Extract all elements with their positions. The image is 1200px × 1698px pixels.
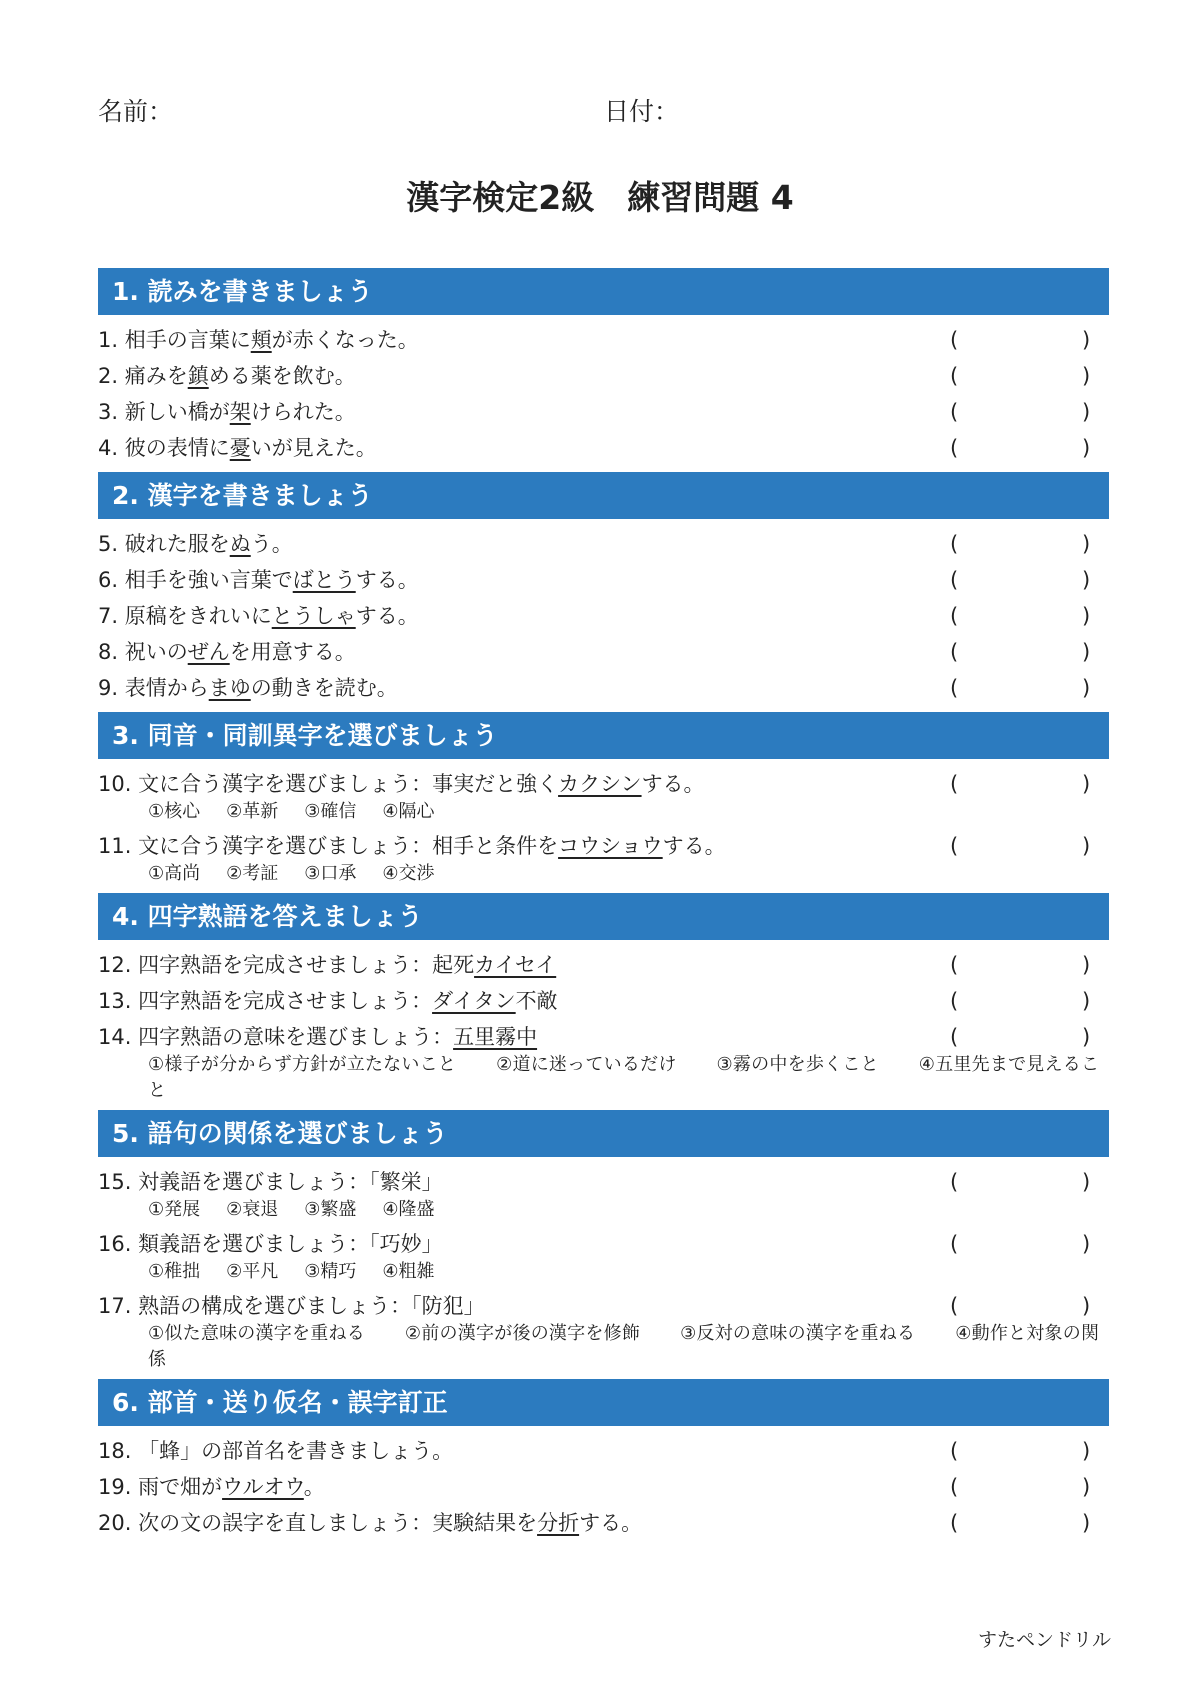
question-text-end: けられた。 <box>250 400 356 424</box>
answer-paren-open: ( <box>950 364 959 388</box>
name-label: 名前： <box>98 97 174 126</box>
question-text: 12. 四字熟語を完成させましょう：起死 <box>98 953 475 977</box>
answer-options <box>148 1052 1109 1104</box>
answer-paren-close: ) <box>1082 1475 1091 1499</box>
answer-paren-close: ) <box>1082 640 1091 664</box>
section-4 <box>98 893 1109 1104</box>
answer-option: ②衰退 <box>226 1199 279 1220</box>
question-target-word: 鎮 <box>187 364 209 388</box>
section-title: 1. 読みを書きましょう <box>98 268 1109 315</box>
answer-option: ①似た意味の漢字を重ねる <box>148 1323 365 1344</box>
question-text-end: する。 <box>355 604 419 628</box>
question-row <box>98 1469 1109 1505</box>
answer-paren-open: ( <box>950 953 959 977</box>
section-6 <box>98 1379 1109 1541</box>
answer-option: ①核心 <box>148 801 201 822</box>
question-text: 14. 四字熟語の意味を選びましょう： <box>98 1025 454 1049</box>
answer-option: ③霧の中を歩くこと <box>716 1054 879 1075</box>
section-title: 6. 部首・送り仮名・誤字訂正 <box>98 1379 1109 1426</box>
question-target-word: カイセイ <box>474 953 557 977</box>
question-text-end: の動きを読む。 <box>250 676 398 700</box>
question-text: 16. 類義語を選びましょう：「巧妙」 <box>98 1232 443 1256</box>
question-text-end: する。 <box>579 1511 643 1535</box>
answer-option: ①様子が分からず方針が立たないこと <box>148 1054 457 1075</box>
answer-option: ①高尚 <box>148 863 201 884</box>
answer-option: ③精巧 <box>304 1261 357 1282</box>
question-row <box>98 1505 1109 1541</box>
question-text-end: いが見えた。 <box>250 436 377 460</box>
answer-paren-open: ( <box>950 1232 959 1256</box>
question-row <box>98 1288 1109 1324</box>
question-sections <box>98 268 1109 1547</box>
question-target-word: 架 <box>229 400 251 424</box>
question-row <box>98 598 1109 634</box>
question-row <box>98 766 1109 802</box>
question-text: 15. 対義語を選びましょう：「繁栄」 <box>98 1170 443 1194</box>
answer-paren-close: ) <box>1082 676 1091 700</box>
question-target-word: ぬ <box>229 532 251 556</box>
section-3 <box>98 712 1109 887</box>
answer-option: ②平凡 <box>226 1261 279 1282</box>
answer-paren-open: ( <box>950 1439 959 1463</box>
question-target-word: コウショウ <box>558 834 663 858</box>
question-target-word: カクシン <box>558 772 642 796</box>
section-title: 5. 語句の関係を選びましょう <box>98 1110 1109 1157</box>
answer-option: ①稚拙 <box>148 1261 201 1282</box>
answer-paren-open: ( <box>950 1475 959 1499</box>
answer-paren-close: ) <box>1082 1170 1091 1194</box>
answer-paren-open: ( <box>950 772 959 796</box>
answer-paren-close: ) <box>1082 364 1091 388</box>
answer-paren-open: ( <box>950 436 959 460</box>
section-5 <box>98 1110 1109 1373</box>
question-text: 9. 表情から <box>98 676 209 700</box>
question-row <box>98 947 1109 983</box>
question-row <box>98 562 1109 598</box>
question-text: 19. 雨で畑が <box>98 1475 223 1499</box>
answer-option: ④隆盛 <box>382 1199 435 1220</box>
answer-option: ②道に迷っているだけ <box>496 1054 677 1075</box>
answer-option: ①発展 <box>148 1199 201 1220</box>
answer-paren-close: ) <box>1082 604 1091 628</box>
question-row <box>98 526 1109 562</box>
question-text: 3. 新しい橋が <box>98 400 230 424</box>
answer-paren-open: ( <box>950 1294 959 1318</box>
question-target-word: 頬 <box>250 328 272 352</box>
answer-option: ③口承 <box>304 863 357 884</box>
question-row <box>98 322 1109 358</box>
answer-option: ④粗雑 <box>382 1261 435 1282</box>
question-target-word: ダイタン <box>432 989 516 1013</box>
answer-paren-open: ( <box>950 568 959 592</box>
answer-paren-close: ) <box>1082 1294 1091 1318</box>
question-target-word: ウルオウ <box>222 1475 304 1499</box>
question-text-end: を用意する。 <box>229 640 356 664</box>
question-text-end: 。 <box>303 1475 325 1499</box>
answer-paren-close: ) <box>1082 989 1091 1013</box>
question-text: 7. 原稿をきれいに <box>98 604 272 628</box>
question-row <box>98 983 1109 1019</box>
question-text: 4. 彼の表情に <box>98 436 230 460</box>
answer-paren-close: ) <box>1082 568 1091 592</box>
section-2 <box>98 472 1109 706</box>
question-text: 18. 「蜂」の部首名を書きましょう。 <box>98 1439 454 1463</box>
answer-paren-open: ( <box>950 640 959 664</box>
section-title: 2. 漢字を書きましょう <box>98 472 1109 519</box>
answer-paren-open: ( <box>950 834 959 858</box>
answer-option: ③繁盛 <box>304 1199 357 1220</box>
answer-paren-open: ( <box>950 604 959 628</box>
question-row <box>98 1226 1109 1262</box>
question-row <box>98 828 1109 864</box>
answer-paren-open: ( <box>950 676 959 700</box>
question-row <box>98 1433 1109 1469</box>
question-text: 6. 相手を強い言葉で <box>98 568 293 592</box>
answer-option: ③確信 <box>304 801 357 822</box>
question-target-word: 分折 <box>537 1511 580 1535</box>
question-text: 1. 相手の言葉に <box>98 328 251 352</box>
answer-paren-open: ( <box>950 1170 959 1194</box>
question-text: 8. 祝いの <box>98 640 188 664</box>
question-target-word: ばとう <box>292 568 356 592</box>
answer-paren-open: ( <box>950 1511 959 1535</box>
answer-paren-open: ( <box>950 532 959 556</box>
question-text: 17. 熟語の構成を選びましょう：「防犯」 <box>98 1294 485 1318</box>
question-row <box>98 670 1109 706</box>
answer-paren-open: ( <box>950 400 959 424</box>
answer-option: ②革新 <box>226 801 279 822</box>
question-text: 11. 文に合う漢字を選びましょう：相手と条件を <box>98 834 559 858</box>
section-title: 4. 四字熟語を答えましょう <box>98 893 1109 940</box>
answer-option: ②前の漢字が後の漢字を修飾 <box>404 1323 641 1344</box>
question-text-end: する。 <box>662 834 726 858</box>
answer-paren-open: ( <box>950 1025 959 1049</box>
question-text: 2. 痛みを <box>98 364 188 388</box>
answer-option: ④五里先まで見えること <box>148 1054 1100 1101</box>
answer-option: ④交渉 <box>382 863 435 884</box>
answer-paren-close: ) <box>1082 532 1091 556</box>
answer-option: ③反対の意味の漢字を重ねる <box>680 1323 916 1344</box>
answer-paren-close: ) <box>1082 834 1091 858</box>
answer-paren-close: ) <box>1082 1511 1091 1535</box>
question-row <box>98 358 1109 394</box>
answer-paren-close: ) <box>1082 436 1091 460</box>
answer-option: ②考証 <box>226 863 279 884</box>
date-label: 日付： <box>604 97 680 126</box>
question-text-end: が赤くなった。 <box>271 328 419 352</box>
question-text: 5. 破れた服を <box>98 532 230 556</box>
answer-paren-close: ) <box>1082 953 1091 977</box>
question-text: 20. 次の文の誤字を直しましょう：実験結果を <box>98 1511 538 1535</box>
answer-paren-close: ) <box>1082 1025 1091 1049</box>
question-target-word: 五里霧中 <box>453 1025 538 1049</box>
answer-paren-close: ) <box>1082 772 1091 796</box>
footer-brand: すたペンドリル <box>977 1629 1111 1651</box>
question-text-end: う。 <box>250 532 293 556</box>
answer-options <box>148 799 1109 825</box>
answer-options <box>148 1259 1109 1285</box>
answer-options <box>148 1197 1109 1223</box>
question-text-end: する。 <box>355 568 419 592</box>
question-target-word: まゆ <box>208 676 251 700</box>
question-target-word: 憂 <box>229 436 251 460</box>
section-title: 3. 同音・同訓異字を選びましょう <box>98 712 1109 759</box>
answer-paren-close: ) <box>1082 1439 1091 1463</box>
question-row <box>98 394 1109 430</box>
answer-options <box>148 861 1109 887</box>
question-text-end: する。 <box>641 772 705 796</box>
answer-paren-open: ( <box>950 989 959 1013</box>
question-text-end: 不敵 <box>515 989 558 1013</box>
section-1 <box>98 268 1109 466</box>
question-target-word: ぜん <box>187 640 230 664</box>
answer-paren-close: ) <box>1082 328 1091 352</box>
question-text-end: める薬を飲む。 <box>208 364 356 388</box>
question-text: 13. 四字熟語を完成させましょう： <box>98 989 433 1013</box>
question-row <box>98 1164 1109 1200</box>
answer-paren-close: ) <box>1082 400 1091 424</box>
page-title: 漢字検定2級 練習問題 4 <box>406 178 794 217</box>
answer-paren-close: ) <box>1082 1232 1091 1256</box>
question-target-word: とうしゃ <box>271 604 356 628</box>
answer-option: ④動作と対象の関係 <box>148 1323 1100 1370</box>
answer-option: ④隔心 <box>382 801 435 822</box>
question-row <box>98 1019 1109 1055</box>
question-row <box>98 430 1109 466</box>
answer-paren-open: ( <box>950 328 959 352</box>
question-row <box>98 634 1109 670</box>
answer-options <box>148 1321 1109 1373</box>
question-text: 10. 文に合う漢字を選びましょう：事実だと強く <box>98 772 559 796</box>
